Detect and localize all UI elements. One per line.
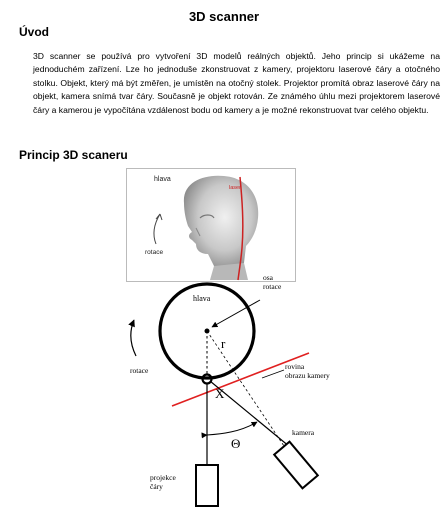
diagram-label-projector — [150, 473, 178, 491]
scanner-diagram — [100, 273, 430, 518]
projector-label-line1: projekce — [150, 473, 176, 482]
diagram-label-rotation: rotace — [130, 366, 149, 375]
projector-label-line2: čáry — [150, 482, 163, 491]
plane-label-line2: obrazu kamery — [285, 371, 330, 380]
diagram-label-theta: Θ — [231, 436, 241, 451]
page-title: 3D scanner — [188, 9, 260, 24]
plane-label-line1: rovina — [285, 362, 305, 371]
head-photo — [126, 168, 296, 282]
projector-box — [196, 465, 218, 506]
theta-arc — [207, 422, 257, 435]
photo-label-rotation: rotace — [145, 249, 164, 256]
intro-paragraph: 3D scanner se používá pro vytvoření 3D modelů reálných objektů. Jeho princip si ukážeme na jednoduchém zařízení. Lze ho jednoduše zkonstruovat z kamery, projektoru laserové čáry a otočného stolku. Objekt, který má být změřen, je umístěn na otočný stolek. Projektor promítá obraz laserové čáry na objekt, kamera snímá tvar čáry. Současně je objekt rotován. Ze známého úhlu mezi projektorem laserové čáry a kamerou je vypočítána vzdálenost bodu od kamery a je možné rekonstruovat tvar celého objektu. — [33, 51, 440, 115]
intro-heading: Úvod — [19, 25, 49, 39]
photo-label-laser: laser — [229, 185, 241, 191]
camera-line — [210, 381, 290, 447]
photo-label-head: hlava — [154, 176, 171, 183]
axis-label-line1: osa — [263, 273, 273, 282]
diagram-label-head: hlava — [193, 294, 211, 303]
diagram-rotation-arrow — [131, 320, 136, 356]
axis-label-line2: rotace — [263, 282, 282, 291]
diagram-label-camera: kamera — [292, 428, 315, 437]
plane-pointer — [262, 370, 284, 378]
diagram-label-x: X — [215, 386, 225, 401]
diagram-label-plane — [285, 362, 330, 380]
camera-box — [274, 442, 318, 489]
diagram-label-r: r — [221, 336, 226, 351]
principle-heading: Princip 3D scaneru — [19, 148, 128, 162]
